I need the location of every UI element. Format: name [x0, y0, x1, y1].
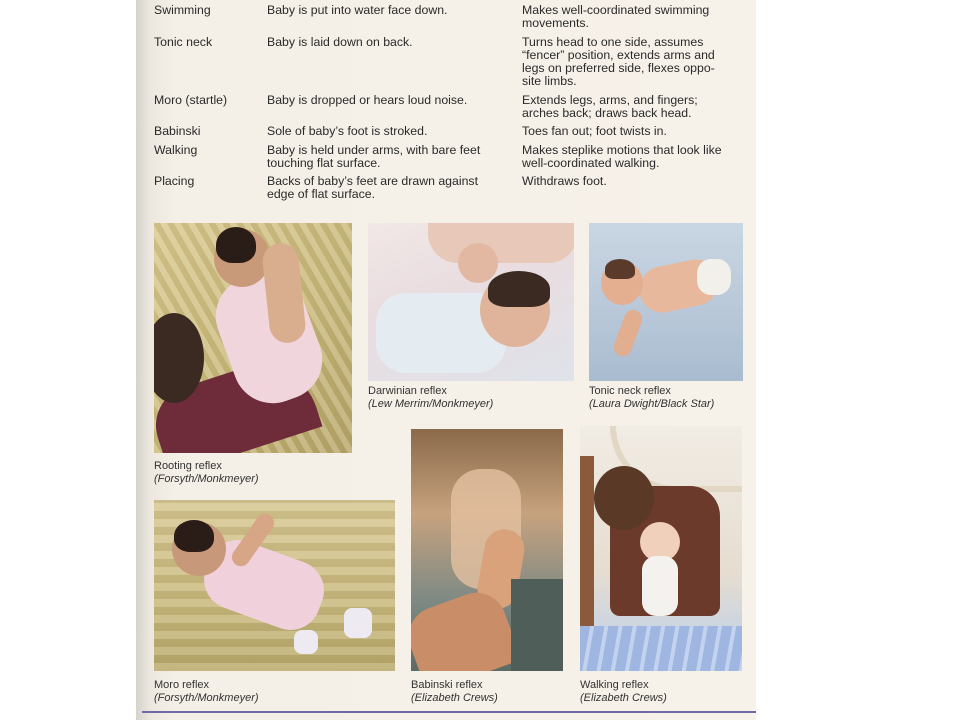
babinski-reflex-photo — [411, 429, 563, 671]
caption-title: Babinski reflex — [411, 679, 483, 691]
darwinian-reflex-photo — [368, 223, 574, 381]
moro-reflex-photo — [154, 500, 395, 671]
reflex-name: Tonic neck — [154, 35, 213, 49]
moro-reflex-caption — [154, 679, 259, 705]
caption-credit: (Forsyth/Monkmeyer) — [154, 692, 259, 704]
rooting-reflex-caption — [154, 460, 259, 486]
tonic-neck-reflex-caption — [589, 385, 714, 411]
caption-title: Rooting reflex — [154, 460, 222, 472]
behavior-text: Makes steplike motions that look like well-coordinated walking. — [522, 143, 722, 170]
caption-credit: (Laura Dwight/Black Star) — [589, 398, 715, 410]
walking-reflex-caption — [580, 679, 667, 705]
reflex-name: Placing — [154, 174, 195, 188]
walking-reflex-photo — [580, 426, 742, 671]
stimulation-text: Sole of baby’s foot is stroked. — [267, 124, 428, 138]
page-bottom-rule — [142, 711, 756, 713]
reflex-name: Moro (startle) — [154, 93, 228, 107]
stimulation-text: Backs of baby’s feet are drawn against edge of flat surface. — [267, 174, 478, 201]
behavior-text: Extends legs, arms, and fingers; arches back; draws back head. — [522, 93, 698, 120]
stimulation-text: Baby is put into water face down. — [267, 3, 448, 17]
reflex-name: Swimming — [154, 3, 211, 17]
stimulation-text: Baby is dropped or hears loud noise. — [267, 93, 468, 107]
caption-credit: (Elizabeth Crews) — [411, 692, 498, 704]
reflex-name: Babinski — [154, 124, 201, 138]
caption-title: Walking reflex — [580, 679, 649, 691]
rooting-reflex-photo — [154, 223, 352, 453]
babinski-reflex-caption — [411, 679, 498, 705]
caption-credit: (Forsyth/Monkmeyer) — [154, 473, 259, 485]
reflex-name: Walking — [154, 143, 198, 157]
caption-title: Darwinian reflex — [368, 385, 447, 397]
caption-title: Moro reflex — [154, 679, 210, 691]
behavior-text: Turns head to one side, assumes “fencer” position, extends arms and legs on preferred side, flexes oppo- site limbs. — [522, 35, 715, 88]
stimulation-text: Baby is held under arms, with bare feet touching flat surface. — [267, 143, 481, 170]
tonic-neck-reflex-photo — [589, 223, 743, 381]
stimulation-text: Baby is laid down on back. — [267, 35, 413, 49]
behavior-text: Makes well-coordinated swimming movements. — [522, 3, 710, 30]
behavior-text: Toes fan out; foot twists in. — [522, 124, 667, 138]
behavior-text: Withdraws foot. — [522, 174, 607, 188]
darwinian-reflex-caption — [368, 385, 493, 411]
caption-credit: (Elizabeth Crews) — [580, 692, 667, 704]
caption-title: Tonic neck reflex — [589, 385, 671, 397]
caption-credit: (Lew Merrim/Monkmeyer) — [368, 398, 494, 410]
